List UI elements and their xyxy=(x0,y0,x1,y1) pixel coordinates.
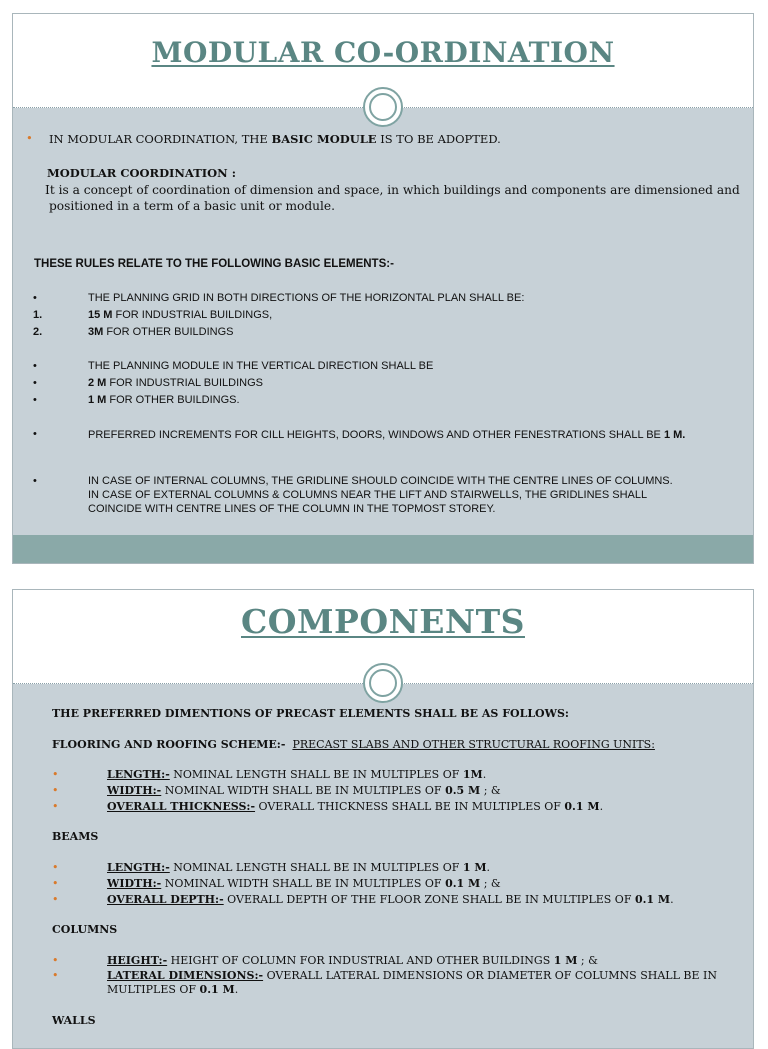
item-value: 0.1 M xyxy=(564,800,600,813)
columns-heading: COLUMNS xyxy=(52,923,118,936)
bullet-icon: • xyxy=(33,394,37,406)
definition-line-2: positioned in a term of a basic unit or module. xyxy=(49,199,336,213)
grid-item-1-number: 1. xyxy=(33,309,43,321)
intro-line xyxy=(49,132,501,146)
item-value: 1M xyxy=(462,768,483,781)
item-tail: ; & xyxy=(577,954,598,967)
item-value: 0.5 M xyxy=(445,784,481,797)
grid-item-1-text: FOR INDUSTRIAL BUILDINGS, xyxy=(112,309,273,321)
item-text: OVERALL DEPTH OF THE FLOOR ZONE SHALL BE IN MULTIPLES OF xyxy=(223,893,635,906)
item-label: OVERALL DEPTH:- xyxy=(107,893,224,906)
flooring-item-width xyxy=(107,784,501,797)
flooring-item-thickness xyxy=(107,800,603,813)
item-label: HEIGHT:- xyxy=(107,954,168,967)
intro-bold: BASIC MODULE xyxy=(271,132,377,146)
item-text: OVERALL LATERAL DIMENSIONS OR DIAMETER OF COLUMNS SHALL BE IN xyxy=(263,969,717,982)
beams-item-length xyxy=(107,861,490,874)
bullet-icon: • xyxy=(33,475,37,487)
item-text: NOMINAL LENGTH SHALL BE IN MULTIPLES OF xyxy=(169,861,463,874)
flooring-item-length xyxy=(107,768,486,781)
grid-item-1-bold: 15 M xyxy=(88,309,113,321)
slide-title: COMPONENTS xyxy=(241,602,525,641)
components-intro: THE PREFERRED DIMENTIONS OF PRECAST ELEMENTS SHALL BE AS FOLLOWS: xyxy=(52,707,569,720)
columns-rule-line-1: IN CASE OF INTERNAL COLUMNS, THE GRIDLINE SHOULD COINCIDE WITH THE CENTRE LINES OF COLUMNS. xyxy=(88,475,673,487)
item-label: WIDTH:- xyxy=(107,784,162,797)
columns-rule-line-2: IN CASE OF EXTERNAL COLUMNS & COLUMNS NEAR THE LIFT AND STAIRWELLS, THE GRIDLINES SHALL xyxy=(88,489,648,501)
increments-bold: 1 M. xyxy=(663,429,686,441)
grid-item-2-text: FOR OTHER BUILDINGS xyxy=(103,326,234,338)
item-text: NOMINAL WIDTH SHALL BE IN MULTIPLES OF xyxy=(161,877,446,890)
item-label: LATERAL DIMENSIONS:- xyxy=(107,969,264,982)
item-tail: . xyxy=(670,893,674,906)
flooring-label: FLOORING AND ROOFING SCHEME:- xyxy=(52,738,286,751)
bullet-icon: • xyxy=(52,954,59,967)
item-tail: . xyxy=(482,768,487,781)
item-value: 1 M xyxy=(553,954,578,967)
ring-ornament-icon xyxy=(363,87,403,127)
bullet-icon: • xyxy=(52,768,59,781)
bullet-icon: • xyxy=(52,800,59,813)
intro-suffix: IS TO BE ADOPTED. xyxy=(376,132,501,146)
item-label: OVERALL THICKNESS:- xyxy=(107,800,256,813)
bullet-icon: • xyxy=(52,877,59,890)
item-text: NOMINAL WIDTH SHALL BE IN MULTIPLES OF xyxy=(161,784,446,797)
vertical-text: THE PLANNING MODULE IN THE VERTICAL DIRECTION SHALL BE xyxy=(88,360,434,372)
slide-title: MODULAR CO-ORDINATION xyxy=(151,36,615,69)
beams-item-depth xyxy=(107,893,674,906)
item-value: 0.1 M xyxy=(199,983,235,996)
bullet-icon: • xyxy=(33,292,37,304)
item-label: WIDTH:- xyxy=(107,877,162,890)
rules-heading: THESE RULES RELATE TO THE FOLLOWING BASIC ELEMENTS:- xyxy=(34,258,394,270)
grid-item-2-number: 2. xyxy=(33,326,43,338)
bullet-icon: • xyxy=(52,784,59,797)
bullet-icon: • xyxy=(52,893,59,906)
grid-item-2-bold: 3M xyxy=(88,326,104,338)
item-text: NOMINAL LENGTH SHALL BE IN MULTIPLES OF xyxy=(169,768,463,781)
intro-prefix: IN MODULAR COORDINATION, THE xyxy=(49,132,272,146)
ring-ornament-icon xyxy=(363,663,403,703)
definition-line-1: It is a concept of coordination of dimension and space, in which buildings and components are dimensioned and xyxy=(45,183,740,197)
flooring-line xyxy=(52,738,655,751)
item-value: 0.1 M xyxy=(445,877,481,890)
beams-heading: BEAMS xyxy=(52,830,99,843)
item-text: HEIGHT OF COLUMN FOR INDUSTRIAL AND OTHER BUILDINGS xyxy=(167,954,554,967)
item-value: 0.1 M xyxy=(634,893,671,906)
vertical-item-2 xyxy=(88,394,240,406)
grid-item-1 xyxy=(88,309,272,321)
item-tail: ; & xyxy=(480,877,501,890)
item-tail: . xyxy=(486,861,491,874)
slide-modular-coordination xyxy=(12,13,754,564)
vertical-item-2-bold: 1 M xyxy=(88,394,107,406)
bullet-icon: • xyxy=(33,360,37,372)
definition-heading: MODULAR COORDINATION : xyxy=(47,166,236,180)
vertical-item-1 xyxy=(88,377,263,389)
vertical-item-2-text: FOR OTHER BUILDINGS. xyxy=(106,394,240,406)
walls-heading: WALLS xyxy=(52,1014,96,1027)
increments-main: PREFERRED INCREMENTS FOR CILL HEIGHTS, DOORS, WINDOWS AND OTHER FENESTRATIONS SHALL BE xyxy=(88,429,664,441)
bullet-icon: • xyxy=(52,969,59,982)
increments-text xyxy=(88,428,728,442)
columns-item-lateral-line-2 xyxy=(107,983,238,996)
item-value: 1 M xyxy=(462,861,487,874)
item-label: LENGTH:- xyxy=(107,768,170,781)
vertical-item-1-bold: 2 M xyxy=(88,377,107,389)
item-tail: . xyxy=(234,983,239,996)
vertical-item-1-text: FOR INDUSTRIAL BUILDINGS xyxy=(106,377,264,389)
item-tail: . xyxy=(599,800,604,813)
columns-item-height xyxy=(107,954,598,967)
bullet-icon: • xyxy=(52,861,59,874)
item-label: LENGTH:- xyxy=(107,861,170,874)
columns-rule-line-3: COINCIDE WITH CENTRE LINES OF THE COLUMN IN THE TOPMOST STOREY. xyxy=(88,503,496,515)
beams-item-width xyxy=(107,877,501,890)
bullet-icon: • xyxy=(33,377,37,389)
bullet-icon: • xyxy=(26,131,33,145)
item-text: MULTIPLES OF xyxy=(107,983,200,996)
grid-item-2 xyxy=(88,326,233,338)
slide-components xyxy=(12,589,754,1049)
item-tail: ; & xyxy=(480,784,501,797)
item-text: OVERALL THICKNESS SHALL BE IN MULTIPLES OF xyxy=(255,800,565,813)
footer-band xyxy=(13,535,753,563)
bullet-icon: • xyxy=(33,428,37,440)
grid-text: THE PLANNING GRID IN BOTH DIRECTIONS OF THE HORIZONTAL PLAN SHALL BE: xyxy=(88,292,525,304)
columns-item-lateral xyxy=(107,969,717,982)
flooring-desc: PRECAST SLABS AND OTHER STRUCTURAL ROOFING UNITS: xyxy=(292,738,655,751)
